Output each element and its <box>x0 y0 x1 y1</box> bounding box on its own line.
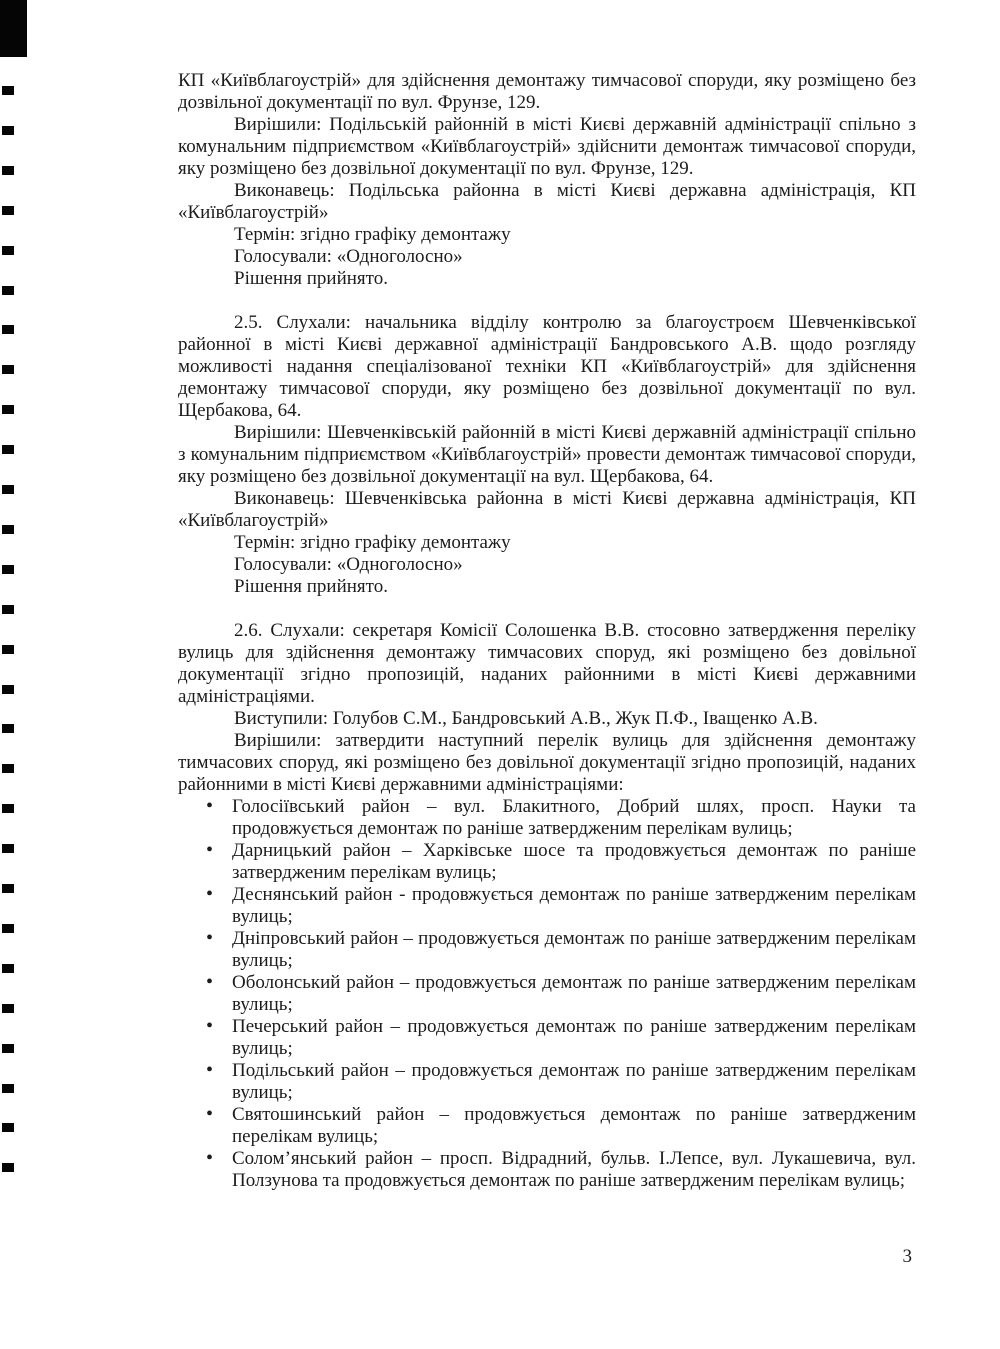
scan-artifact-dash <box>2 206 14 215</box>
district-list-item-text: Дніпровський район – продовжується демонтаж по раніше затвердженим перелікам вулиць; <box>232 928 916 971</box>
district-list-item-pecherskyi <box>178 1016 916 1060</box>
district-list-item-text: Святошинський район – продовжується демонтаж по раніше затвердженим перелікам вулиць; <box>232 1104 916 1147</box>
paragraph-2-4-decided: Вирішили: Подільській районній в місті Києві державній адміністрації спільно з комунальним підприємством «Київблагоустрій» здійснити демонтаж тимчасової споруди, яку розміщено без дозвільної документації по вул. Фрунзе, 129. <box>178 114 916 179</box>
bullet-icon: • <box>206 1059 214 1081</box>
paragraph-2-4-resolution: Рішення прийнято. <box>234 268 388 289</box>
district-list-item-sviatoshynskyi <box>178 1104 916 1148</box>
bullet-icon: • <box>206 795 214 817</box>
scan-artifact-corner-mark <box>0 0 27 57</box>
paragraph-2-4-voted: Голосували: «Одноголосно» <box>234 246 463 267</box>
scan-artifact-dash <box>2 325 14 334</box>
scan-artifact-dash <box>2 1004 14 1013</box>
district-list-item-podilskyi <box>178 1060 916 1104</box>
district-list-item-desnianskyi <box>178 884 916 928</box>
scan-artifact-dash <box>2 525 14 534</box>
district-list-item-text: Голосіївський район – вул. Блакитного, Добрий шлях, просп. Науки та продовжується демонтаж по раніше затвердженим перелікам вулиць; <box>232 796 916 839</box>
district-list-item-text: Дарницький район – Харківське шосе та продовжується демонтаж по раніше затвердженим перелікам вулиць; <box>232 840 916 883</box>
scan-artifact-dash <box>2 365 14 374</box>
scan-artifact-dash <box>2 804 14 813</box>
paragraph-2-5-executor: Виконавець: Шевченківська районна в місті Києві державна адміністрація, КП «Київблагоустрій» <box>178 488 916 531</box>
district-list <box>178 796 916 1192</box>
district-list-item-golosiivskyi <box>178 796 916 840</box>
bullet-icon: • <box>206 1147 214 1169</box>
paragraph-2-4-continuation: КП «Київблагоустрій» для здійснення демонтажу тимчасової споруди, яку розміщено без дозвільної документації по вул. Фрунзе, 129. <box>178 70 916 113</box>
bullet-icon: • <box>206 927 214 949</box>
scan-artifact-dash <box>2 1123 14 1132</box>
document-body <box>178 70 916 1192</box>
scan-artifact-dash <box>2 565 14 574</box>
district-list-item-obolonskyi <box>178 972 916 1016</box>
scan-artifact-dash <box>2 764 14 773</box>
bullet-icon: • <box>206 1103 214 1125</box>
scan-artifact-dash <box>2 166 14 175</box>
scan-artifact-dash <box>2 924 14 933</box>
paragraph-2-5-voted: Голосували: «Одноголосно» <box>234 554 463 575</box>
district-list-item-text: Подільський район – продовжується демонтаж по раніше затвердженим перелікам вулиць; <box>232 1060 916 1103</box>
scan-artifact-dash <box>2 286 14 295</box>
scan-artifact-dash <box>2 605 14 614</box>
scan-artifact-dash <box>2 405 14 414</box>
district-list-item-darnytskyi <box>178 840 916 884</box>
paragraph-2-4-term: Термін: згідно графіку демонтажу <box>234 224 511 245</box>
scan-artifact-dash <box>2 485 14 494</box>
district-list-item-text: Печерський район – продовжується демонтаж по раніше затвердженим перелікам вулиць; <box>232 1016 916 1059</box>
paragraph-2-5-heard: 2.5. Слухали: начальника відділу контролю за благоустроєм Шевченківської районної в місті Києві державної адміністрації Бандровського А.В. щодо розгляду можливості надання спеціалізованої техніки КП «Київблагоустрій» для здійснення демонтажу тимчасової споруди, яку розміщено без дозвільної документації по вул. Щербакова, 64. <box>178 312 916 421</box>
scan-artifact-dash <box>2 246 14 255</box>
scan-artifact-dash <box>2 1044 14 1053</box>
bullet-icon: • <box>206 1015 214 1037</box>
scan-artifact-dash <box>2 1084 14 1093</box>
paragraph-2-5-decided: Вирішили: Шевченківській районній в місті Києві державній адміністрації спільно з комунальним підприємством «Київблагоустрій» провести демонтаж тимчасової споруди, яку розміщено без дозвільної документації на вул. Щербакова, 64. <box>178 422 916 487</box>
paragraph-2-5-resolution: Рішення прийнято. <box>234 576 388 597</box>
district-list-item-text: Солом’янський район – просп. Відрадний, бульв. І.Лепсе, вул. Лукашевича, вул. Ползунова та продовжується демонтаж по раніше затвердженим перелікам вулиць; <box>232 1148 916 1191</box>
scan-artifact-dash <box>2 445 14 454</box>
scan-artifact-dash <box>2 724 14 733</box>
paragraph-2-4-executor: Виконавець: Подільська районна в місті Києві державна адміністрація, КП «Київблагоустрій» <box>178 180 916 223</box>
page-number: 3 <box>902 1246 912 1267</box>
district-list-item-solomianskyi <box>178 1148 916 1192</box>
bullet-icon: • <box>206 839 214 861</box>
paragraph-2-6-decided: Вирішили: затвердити наступний перелік вулиць для здійснення демонтажу тимчасових споруд, які розміщено без довільної документації згідно пропозицій, наданих районними в місті Києві державними адміністраціями: <box>178 730 916 795</box>
scan-artifact-dash <box>2 126 14 135</box>
scan-artifact-dash <box>2 685 14 694</box>
district-list-item-text: Деснянський район - продовжується демонтаж по раніше затвердженим перелікам вулиць; <box>232 884 916 927</box>
bullet-icon: • <box>206 971 214 993</box>
scan-artifact-dash <box>2 964 14 973</box>
bullet-icon: • <box>206 883 214 905</box>
scan-artifact-dash <box>2 844 14 853</box>
district-list-item-dniprovskyi <box>178 928 916 972</box>
district-list-item-text: Оболонський район – продовжується демонтаж по раніше затвердженим перелікам вулиць; <box>232 972 916 1015</box>
paragraph-2-5-term: Термін: згідно графіку демонтажу <box>234 532 511 553</box>
scan-artifact-dash <box>2 884 14 893</box>
paragraph-2-6-heard: 2.6. Слухали: секретаря Комісії Солошенка В.В. стосовно затвердження переліку вулиць для здійснення демонтажу тимчасових споруд, які розміщено без довільної документації згідно пропозицій, наданих районними в місті Києві державними адміністраціями. <box>178 620 916 707</box>
scan-artifact-dash <box>2 1163 14 1172</box>
scan-artifact-dash <box>2 86 14 95</box>
scan-artifact-dash <box>2 645 14 654</box>
paragraph-2-6-spoke: Виступили: Голубов С.М., Бандровський А.В., Жук П.Ф., Іващенко А.В. <box>234 708 818 729</box>
